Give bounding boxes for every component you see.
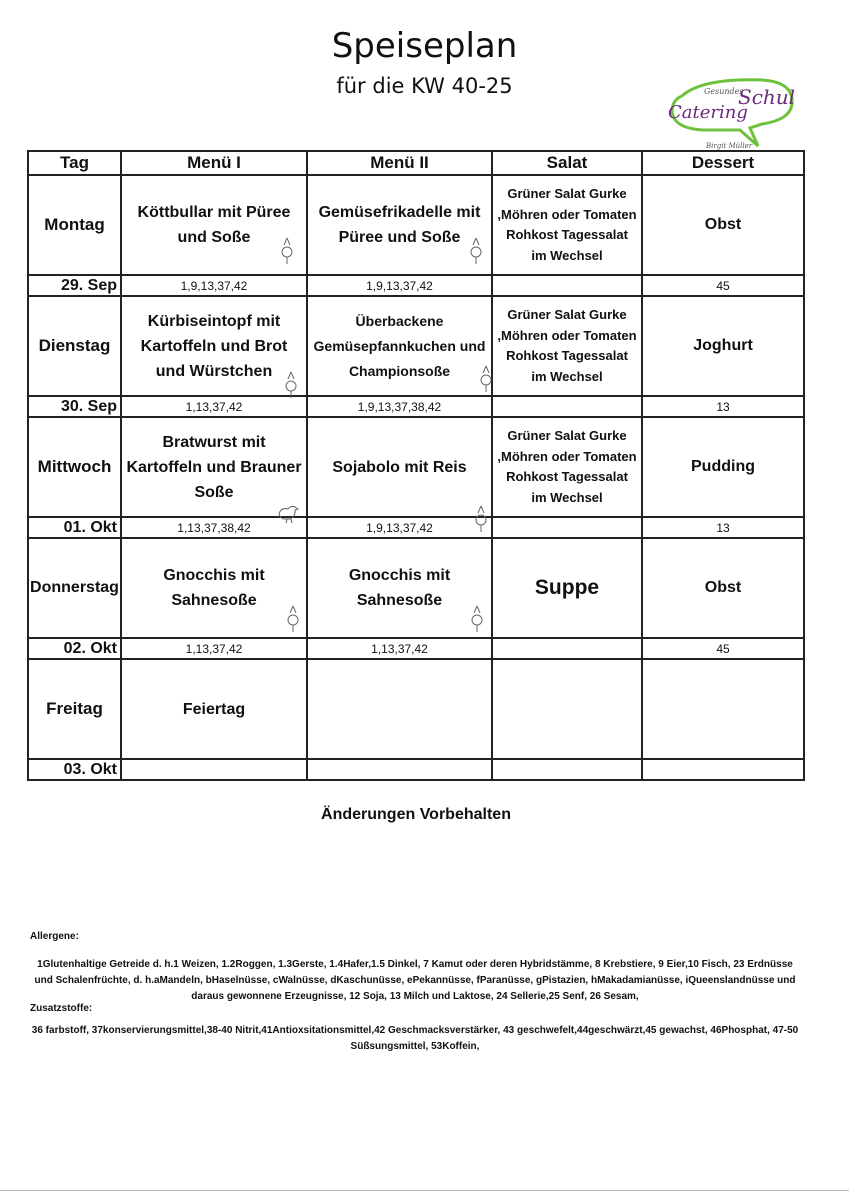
- codes-cell: [492, 517, 642, 538]
- menu1-cell: Gnocchis mit Sahnesoße: [121, 538, 307, 638]
- logo-line3: Birgit Müller: [706, 142, 753, 150]
- table-header-row: [28, 151, 804, 175]
- logo-word1: Schul: [738, 85, 796, 109]
- menu2-cell: Gnocchis mit Sahnesoße: [307, 538, 492, 638]
- header-menu1: Menü I: [121, 151, 307, 175]
- menu2-cell: Überbackene Gemüsepfannkuchen und Championsoße: [307, 296, 492, 396]
- codes-cell: 13: [642, 396, 804, 417]
- zusatzstoffe-text: 36 farbstoff, 37konservierungsmittel,38-40 Nitrit,41Antioxsitationsmittel,42 Geschmacksverstärker, 43 geschwefelt,44geschwärzt,45 gewachst, 46Phosphat, 47-50 Süßsungsmittel, 53Koffein,: [31, 1025, 799, 1052]
- table-row: [28, 175, 804, 275]
- table-row: [28, 417, 804, 517]
- codes-cell: [492, 638, 642, 659]
- dessert-cell: Pudding: [642, 417, 804, 517]
- codes-cell: 1,13,37,42: [307, 638, 492, 659]
- header-menu2: Menü II: [307, 151, 492, 175]
- codes-cell: 1,13,37,38,42: [121, 517, 307, 538]
- date-cell: 01. Okt: [28, 517, 121, 538]
- menu1-cell: Feiertag: [121, 659, 307, 759]
- salat-cell: Grüner Salat Gurke ,Möhren oder Tomaten Rohkost Tagessalat im Wechsel: [492, 296, 642, 396]
- table-row: [28, 296, 804, 396]
- header-salat: Salat: [492, 151, 642, 175]
- codes-cell: 1,9,13,37,38,42: [307, 396, 492, 417]
- day-cell: Montag: [28, 175, 121, 275]
- menu2-cell: Gemüsefrikadelle mit Püree und Soße: [307, 175, 492, 275]
- allergene-text: 1Glutenhaltige Getreide d. h.1 Weizen, 1.2Roggen, 1.3Gerste, 1.4Hafer,1.5 Dinkel, 7 Kamut oder deren Hybridstämme, 8 Krebstiere, 9 Eier,10 Fisch, 23 Erdnüsse und Schalenfrüchte, d. h.aMandeln, bHaselnüsse, cWalnüsse, dKaschunüsse, ePekannüsse, fParanüsse, gPistazien, hMakadamianüsse, iQueenslandnüsse und daraus gewonnene Erzeugnisse, 12 Soja, 13 Milch und Laktose, 24 Sellerie,25 Senf, 26 Sesam,: [34, 959, 796, 1002]
- header-dessert: Dessert: [642, 151, 804, 175]
- catering-logo: [662, 74, 798, 150]
- header-tag: Tag: [28, 151, 121, 175]
- codes-cell: [307, 759, 492, 780]
- vegetarian-beet-icon: [469, 236, 483, 266]
- salat-cell: Grüner Salat Gurke ,Möhren oder Tomaten Rohkost Tagessalat im Wechsel: [492, 417, 642, 517]
- codes-cell: 45: [642, 275, 804, 296]
- salat-cell: [492, 659, 642, 759]
- day-cell: Freitag: [28, 659, 121, 759]
- vegetarian-beet-icon: [470, 604, 484, 634]
- logo-word2: Catering: [668, 102, 748, 123]
- salat-cell: Grüner Salat Gurke ,Möhren oder Tomaten Rohkost Tagessalat im Wechsel: [492, 175, 642, 275]
- codes-cell: [492, 759, 642, 780]
- dessert-cell: [642, 659, 804, 759]
- codes-cell: [492, 275, 642, 296]
- dessert-cell: Obst: [642, 538, 804, 638]
- codes-cell: 1,13,37,42: [121, 638, 307, 659]
- codes-cell: 1,9,13,37,42: [307, 517, 492, 538]
- codes-cell: [642, 759, 804, 780]
- logo-line1: Gesundes: [704, 87, 744, 96]
- dessert-cell: Joghurt: [642, 296, 804, 396]
- page-subtitle: für die KW 40-25: [336, 74, 513, 98]
- day-cell: Donnerstag: [28, 538, 121, 638]
- menu1-cell: Kürbiseintopf mit Kartoffeln und Brot und Würstchen: [121, 296, 307, 396]
- menu1-cell: Bratwurst mit Kartoffeln und Brauner Soße: [121, 417, 307, 517]
- menu2-cell: [307, 659, 492, 759]
- salat-cell: Suppe: [492, 538, 642, 638]
- vegetarian-beet-icon: [284, 370, 298, 400]
- zusatzstoffe-heading: Zusatzstoffe:: [30, 1003, 93, 1014]
- menu-table: [27, 150, 805, 781]
- table-row: [28, 759, 804, 780]
- vegetarian-beet-icon: [479, 364, 493, 394]
- table-row: [28, 517, 804, 538]
- table-row: [28, 538, 804, 638]
- menu1-cell: Köttbullar mit Püree und Soße: [121, 175, 307, 275]
- date-cell: 03. Okt: [28, 759, 121, 780]
- page-title: Speiseplan: [331, 26, 518, 66]
- table-row: [28, 659, 804, 759]
- day-cell: Dienstag: [28, 296, 121, 396]
- day-cell: Mittwoch: [28, 417, 121, 517]
- poultry-chicken-icon: [276, 502, 302, 524]
- date-cell: 02. Okt: [28, 638, 121, 659]
- table-row: [28, 638, 804, 659]
- menu2-cell: Sojabolo mit Reis: [307, 417, 492, 517]
- page-bottom-line: [0, 1190, 849, 1191]
- vegetarian-beet-icon: [286, 604, 300, 634]
- codes-cell: [121, 759, 307, 780]
- codes-cell: 13: [642, 517, 804, 538]
- codes-cell: 1,9,13,37,42: [121, 275, 307, 296]
- changes-note: Änderungen Vorbehalten: [321, 806, 511, 823]
- date-cell: 29. Sep: [28, 275, 121, 296]
- table-row: [28, 275, 804, 296]
- codes-cell: [492, 396, 642, 417]
- codes-cell: 45: [642, 638, 804, 659]
- codes-cell: 1,13,37,42: [121, 396, 307, 417]
- vegetarian-beet-icon: [280, 236, 294, 266]
- dessert-cell: Obst: [642, 175, 804, 275]
- codes-cell: 1,9,13,37,42: [307, 275, 492, 296]
- vegetarian-beet-icon: [474, 504, 488, 534]
- date-cell: 30. Sep: [28, 396, 121, 417]
- table-row: [28, 396, 804, 417]
- allergene-heading: Allergene:: [30, 931, 79, 942]
